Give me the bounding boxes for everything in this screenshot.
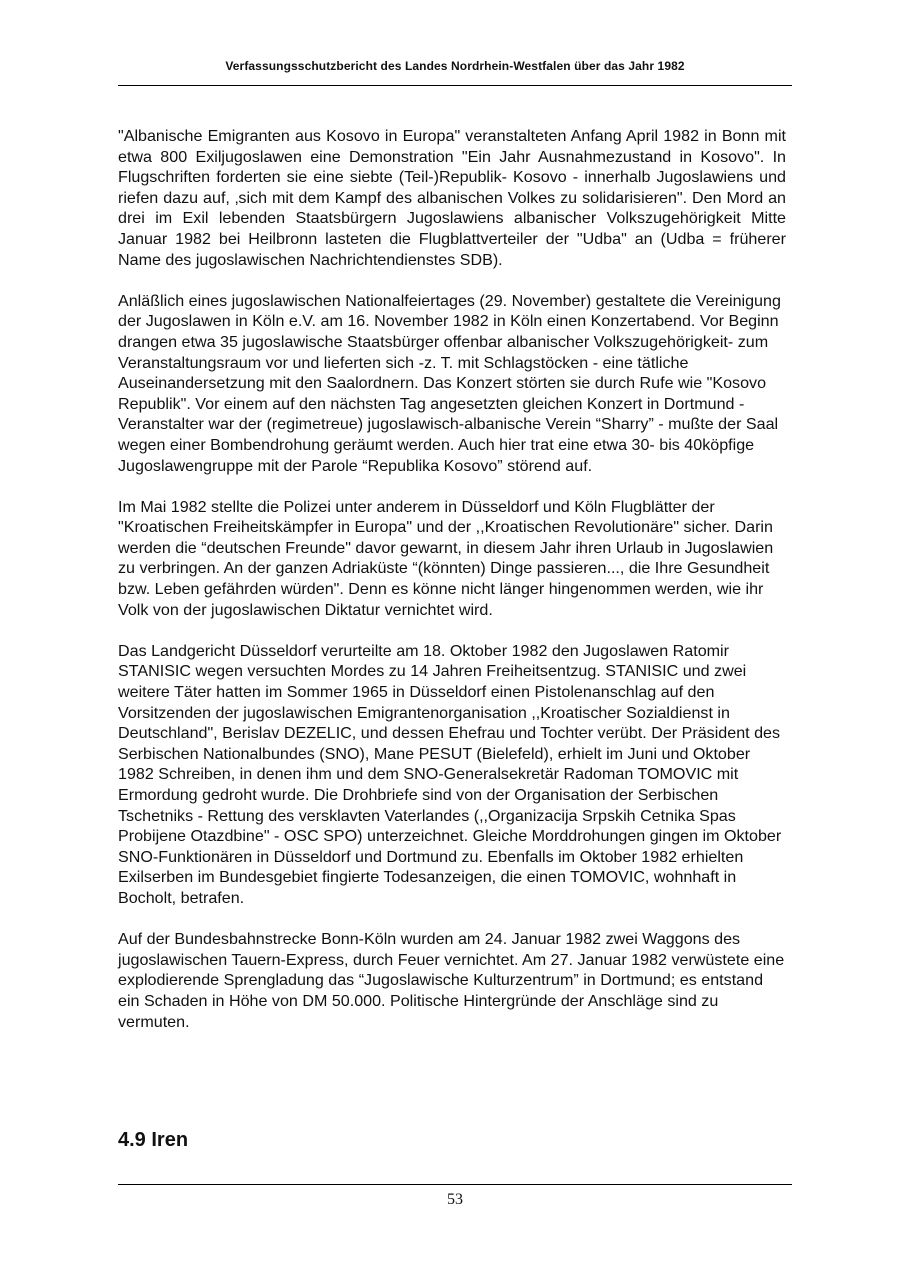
paragraph-cologne-concert: Anläßlich eines jugoslawischen Nationalfeiertages (29. November) gestaltete die Vereinigung der Jugoslawen in Köln e.V. am 16. November 1982 in Köln einen Konzertabend. Vor Beginn drangen etwa 35 jugoslawische Staatsbürger offenbar albanischer Volkszugehörigkeit- zum Veranstaltungsraum vor und lieferten sich -z. T. mit Schlagstöcken - eine tätliche Auseinandersetzung mit den Saalordnern. Das Konzert störten sie durch Rufe wie "Kosovo Republik". Vor einem auf den nächsten Tag angesetzten gleichen Konzert in Dortmund - Veranstalter war der (regimetreue) jugoslawisch-albanische Verein “Sharry” - mußte der Saal wegen einer Bombendrohung geräumt werden. Auch hier trat eine etwa 30- bis 40köpfige Jugoslawengruppe mit der Parole “Republika Kosovo” störend auf. [118,291,781,475]
header-divider [118,85,792,86]
page-header: Verfassungsschutzbericht des Landes Nordrhein-Westfalen über das Jahr 1982 [225,59,685,73]
paragraph-croatian-leaflets: Im Mai 1982 stellte die Polizei unter anderem in Düsseldorf und Köln Flugblätter der "Kroatischen Freiheitskämpfer in Europa" und der ,,Kroatischen Revolutionäre" sicher. Darin werden die “deutschen Freunde" davor gewarnt, in diesem Jahr ihren Urlaub in Jugoslawien zu verbringen. An der ganzen Adriaküste “(könnten) Dinge passieren..., die Ihre Gesundheit bzw. Leben gefährden würden". Denn es könne nicht länger hingenommen werden, wie ihr Volk von der jugoslawischen Diktatur vernichtet wird. [118,497,774,619]
footer-divider [118,1184,792,1185]
page-number: 53 [447,1191,463,1208]
section-heading: 4.9 Iren [118,1129,189,1151]
paragraph-railway-attacks: Auf der Bundesbahnstrecke Bonn-Köln wurden am 24. Januar 1982 zwei Waggons des jugoslawischen Tauern-Express, durch Feuer vernichtet. Am 27. Januar 1982 verwüstete eine explodierende Sprengladung das “Jugoslawische Kulturzentrum” in Dortmund; es entstand ein Schaden in Höhe von DM 50.000. Politische Hintergründe der Anschläge sind zu vermuten. [118,930,785,1031]
paragraph-albanian-emigrants: "Albanische Emigranten aus Kosovo in Europa" veranstalteten Anfang April 1982 in Bonn mit etwa 800 Exiljugoslawen eine Demonstration "Ein Jahr Ausnahmezustand in Kosovo". In Flugschriften forderten sie eine siebte (Teil-)Republik- Kosovo - innerhalb Jugoslawiens und riefen dazu auf, ‚sich mit dem Kampf des albanischen Volkes zu solidarisieren". Den Mord an drei im Exil lebenden Staatsbürgern Jugoslawiens albanischer Volkszugehörigkeit Mitte Januar 1982 bei Heilbronn lasteten die Flugblattverteiler der "Udba" an (Udba = früherer Name des jugoslawischen Nachrichtendienstes SDB). [118,127,786,269]
paragraph-dusseldorf-court: Das Landgericht Düsseldorf verurteilte am 18. Oktober 1982 den Jugoslawen Ratomir STANISIC wegen versuchten Mordes zu 14 Jahren Freiheitsentzug. STANISIC und zwei weitere Täter hatten im Sommer 1965 in Düsseldorf einen Pistolenanschlag auf den Vorsitzenden der jugoslawischen Emigrantenorganisation ,,Kroatischer Sozialdienst in Deutschland", Berislav DEZELIC, und dessen Ehefrau und Tochter verübt. Der Präsident des Serbischen Nationalbundes (SNO), Mane PESUT (Bielefeld), erhielt im Juni und Oktober 1982 Schreiben, in denen ihm und dem SNO-Generalsekretär Radoman TOMOVIC mit Ermordung gedroht wurde. Die Drohbriefe sind von der Organisation der Serbischen Tschetniks - Rettung des versklavten Vaterlandes (,,Organizacija Srpskih Cetnika Spas Probijene Otazdbine" - OSC SPO) unterzeichnet. Gleiche Morddrohungen gingen im Oktober SNO-Funktionären in Düsseldorf und Dortmund zu. Ebenfalls im Oktober 1982 erhielten Exilserben im Bundesgebiet fingierte Todesanzeigen, die einen TOMOVIC, wohnhaft in Bocholt, betrafen. [118,641,782,907]
document-body [118,126,786,1053]
